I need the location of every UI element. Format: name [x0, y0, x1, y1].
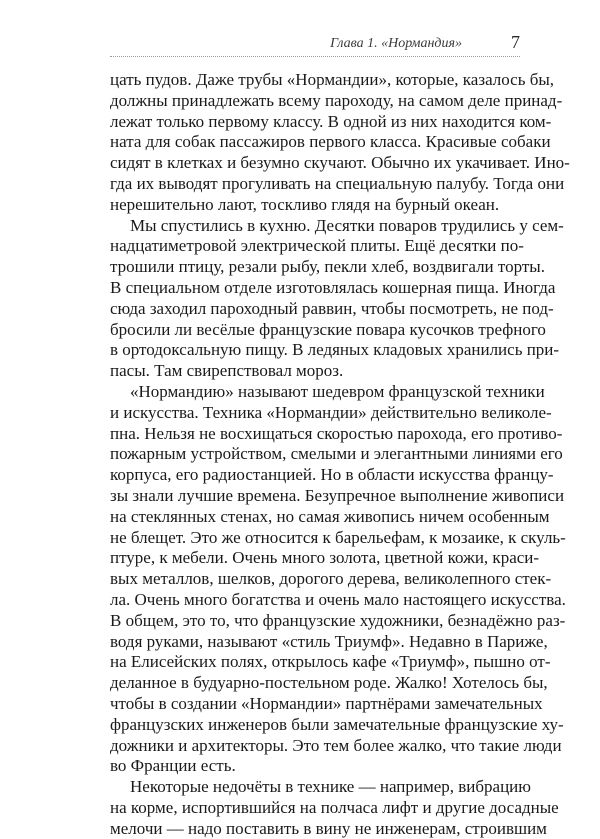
- text-line: сидят в клетках и безумно скучают. Обычно их укачивает. Ино-: [110, 153, 570, 173]
- text-line: сюда заходил пароходный раввин, чтобы посмотреть, не под-: [110, 298, 554, 318]
- text-line: птуре, к мебели. Очень много золота, цветной кожи, краси-: [110, 548, 540, 568]
- text-line: не блещет. Это же относится к барельефам, к мозаике, к скуль-: [110, 527, 566, 547]
- body-text: [110, 70, 570, 839]
- paragraph: [110, 215, 564, 382]
- text-line: ната для собак пассажиров первого класса. Красивые собаки: [110, 132, 551, 152]
- text-line: надцатиметровой электрической плиты. Ещё десятки по-: [110, 236, 524, 256]
- text-line: дожники и архитекторы. Это тем более жалко, что такие люди: [110, 735, 562, 755]
- text-line: лежат только первому классу. В одной из них находится ком-: [110, 111, 552, 131]
- text-line: пна. Нельзя не восхищаться скоростью парохода, его противо-: [110, 423, 563, 443]
- text-line: В специальном отделе изготовлялась кошерная пища. Иногда: [110, 277, 556, 297]
- text-line: Мы спустились в кухню. Десятки поваров трудились у сем-: [130, 215, 564, 235]
- text-line: французских инженеров были замечательные французские ху-: [110, 714, 564, 734]
- text-line: мелочи — надо поставить в вину не инженерам, строившим: [110, 818, 547, 838]
- paragraph: [110, 70, 570, 216]
- text-line: ла. Очень много богатства и очень мало настоящего искусства.: [110, 589, 566, 609]
- text-line: зы знали лучшие времена. Безупречное выполнение живописи: [110, 485, 565, 505]
- text-line: пасы. Там свирепствовал мороз.: [110, 361, 344, 381]
- paragraph: [110, 777, 559, 839]
- chapter-title: Глава 1. «Нормандия»: [330, 36, 462, 51]
- text-line: в ортодоксальную пищу. В ледяных кладовых хранились при-: [110, 340, 560, 360]
- text-line: и искусства. Техника «Нормандии» действительно великоле-: [110, 402, 552, 422]
- text-line: чтобы в создании «Нормандии» партнёрами замечательных: [110, 693, 543, 713]
- text-line: на стеклянных стенах, но самая живопись ничем особенным: [110, 506, 550, 526]
- text-line: на Елисейских полях, открылось кафе «Триумф», пышно от-: [110, 652, 551, 672]
- text-line: Некоторые недочёты в технике — например, вибрацию: [130, 777, 531, 797]
- paragraph: [110, 381, 566, 777]
- text-line: во Франции есть.: [110, 756, 236, 776]
- text-line: бросили ли весёлые французские повара кусочков трефного: [110, 319, 546, 339]
- text-line: корпуса, его радиостанцией. Но в области искусства францу-: [110, 465, 554, 485]
- text-line: на корме, испортившийся на полчаса лифт и другие досадные: [110, 797, 559, 817]
- text-line: пожарным устройством, смелыми и элегантными линиями его: [110, 444, 563, 464]
- text-line: вых металлов, шелков, дорогого дерева, великолепного стек-: [110, 569, 552, 589]
- text-line: должны принадлежать всему пароходу, на самом деле принад-: [110, 90, 563, 110]
- text-line: гда их выводят прогуливать на специальную палубу. Тогда они: [110, 173, 565, 193]
- text-line: В общем, это то, что французские художники, безнадёжно раз-: [110, 610, 566, 630]
- text-line: деланное в будуарно-постельном роде. Жалко! Хотелось бы,: [110, 673, 548, 693]
- text-line: цать пудов. Даже трубы «Нормандии», которые, казалось бы,: [110, 70, 555, 89]
- text-line: водя руками, называют «стиль Триумф». Недавно в Париже,: [110, 631, 548, 651]
- header-divider: [110, 56, 520, 57]
- page-number: 7: [511, 32, 520, 52]
- text-line: трошили птицу, резали рыбу, пекли хлеб, воздвигали торты.: [110, 257, 545, 277]
- text-line: «Нормандию» называют шедевром французской техники: [130, 381, 545, 401]
- running-head: [110, 32, 520, 56]
- text-line: нерешительно лают, тоскливо глядя на бурный океан.: [110, 194, 500, 214]
